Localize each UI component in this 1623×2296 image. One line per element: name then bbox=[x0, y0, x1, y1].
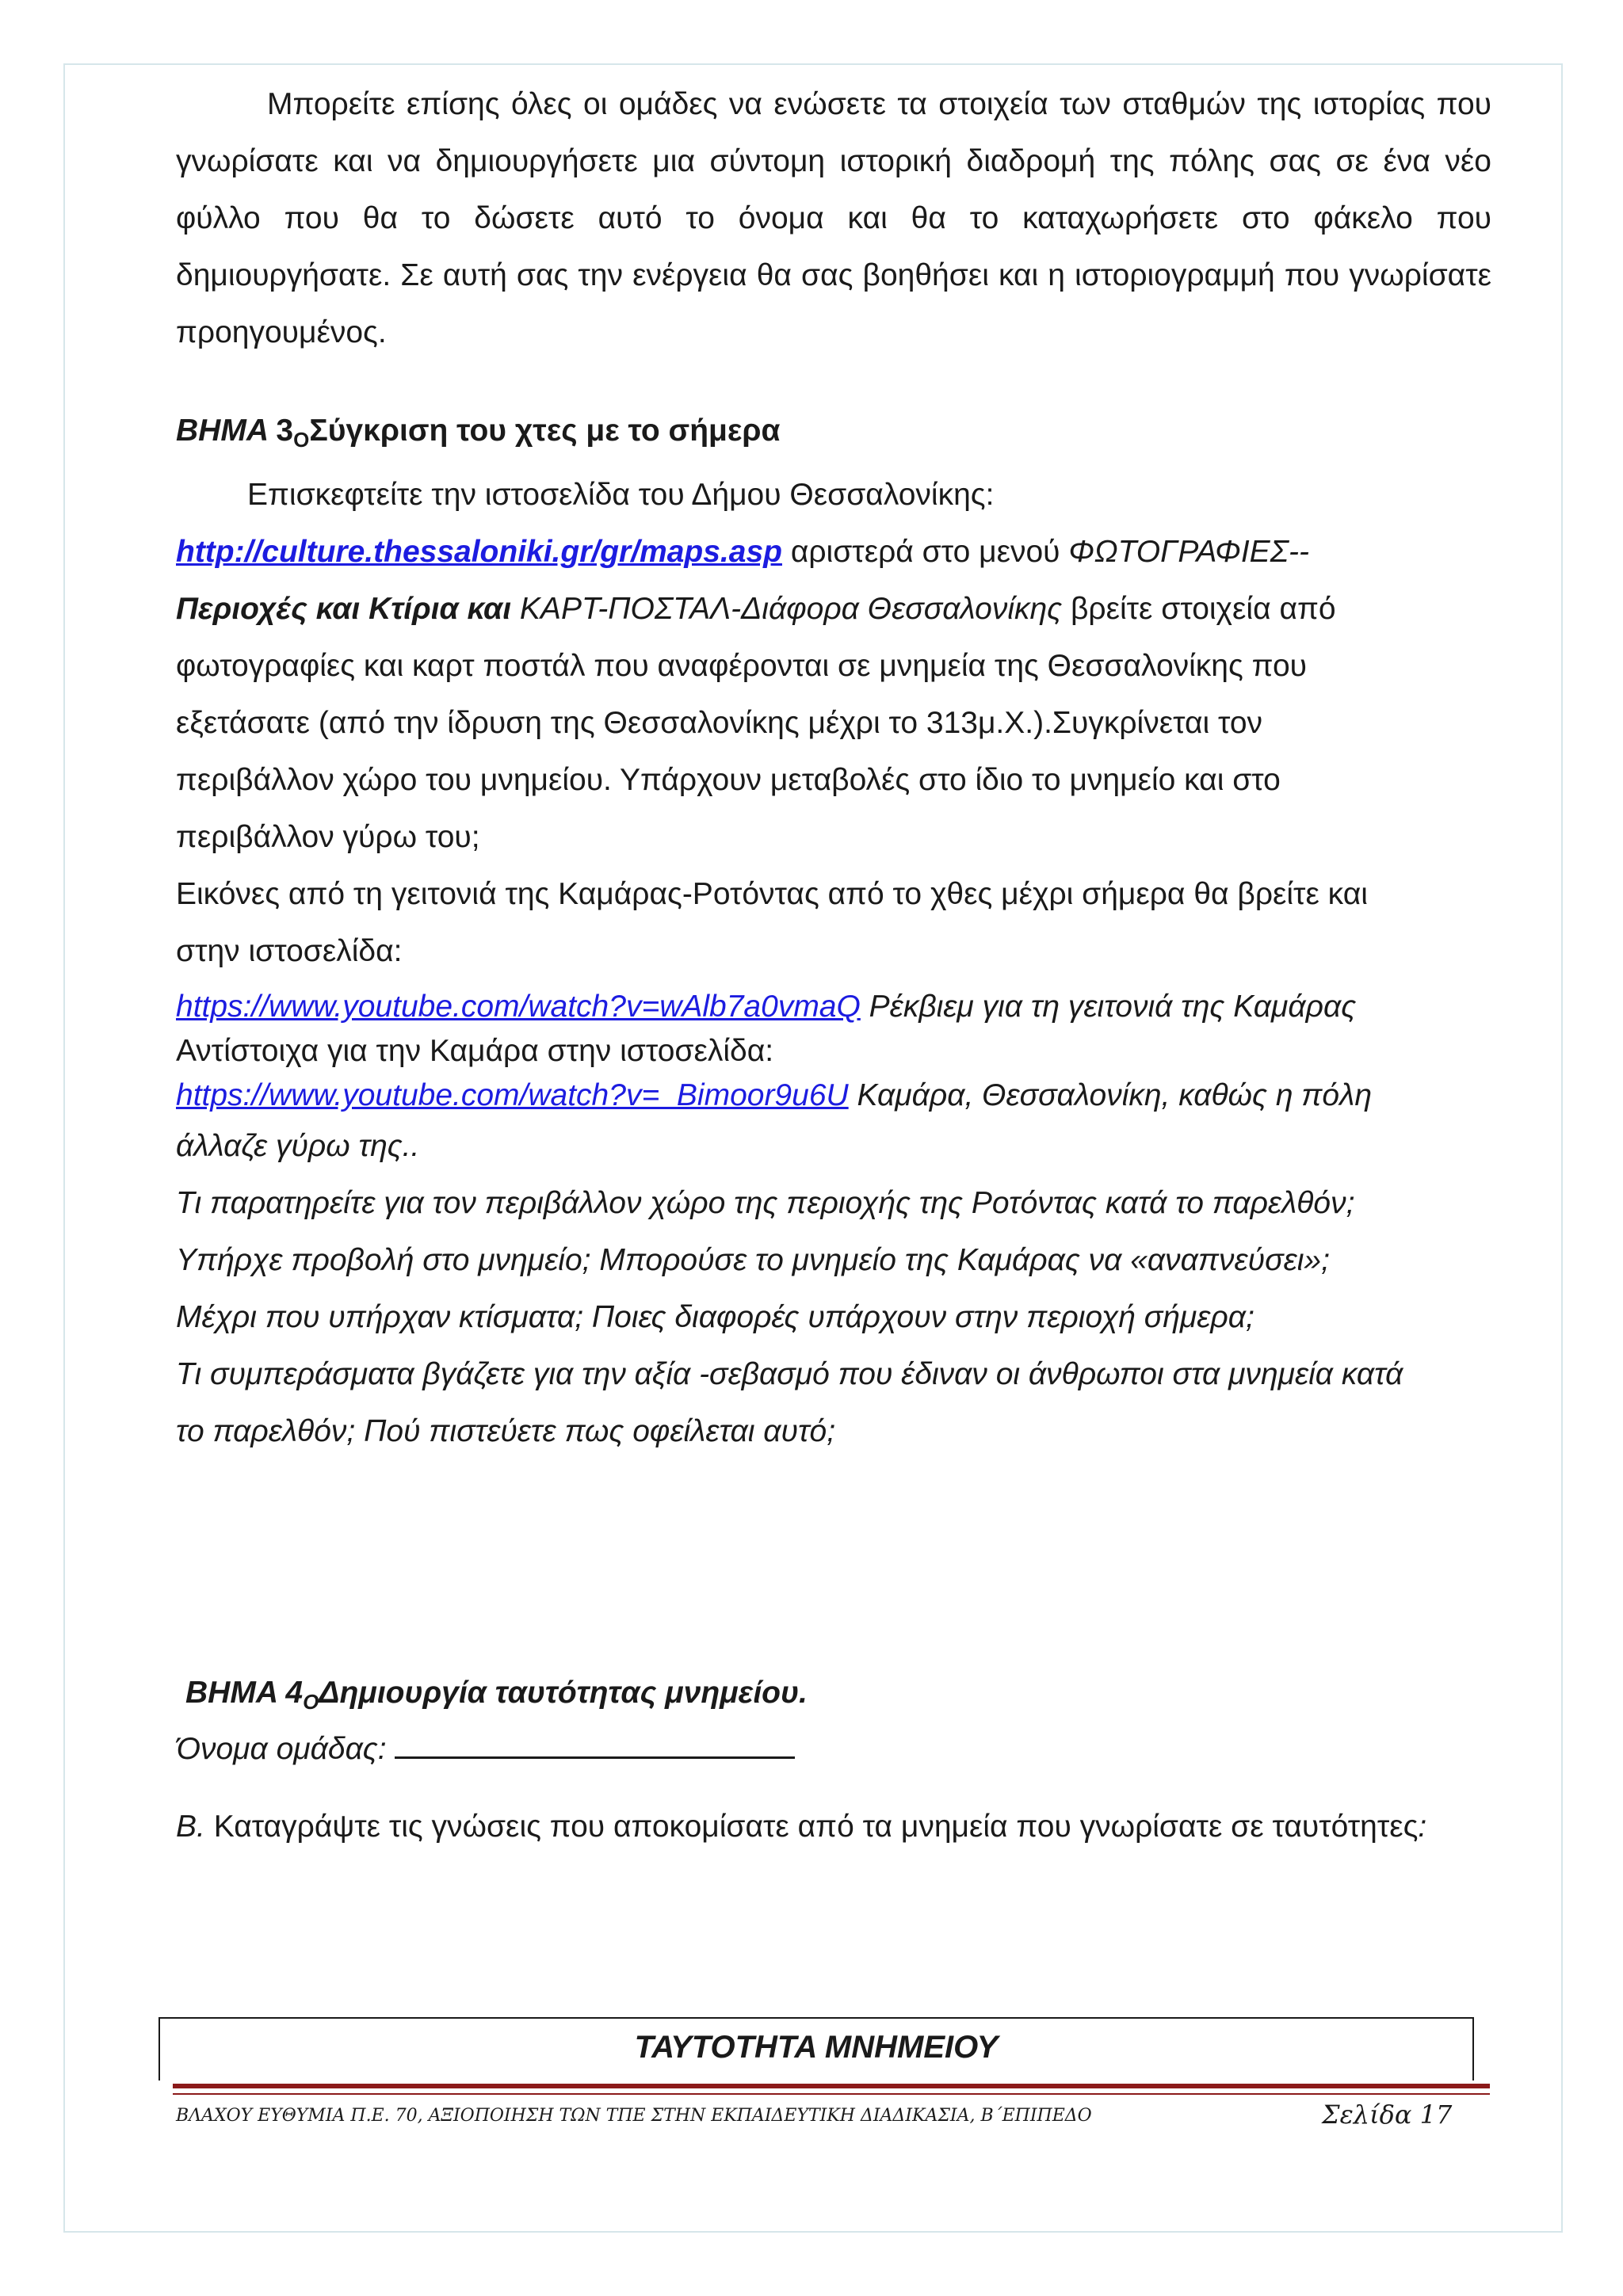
step3-heading bbox=[176, 404, 1491, 467]
step4-heading bbox=[176, 1668, 1491, 1727]
step3-line4: φωτογραφίες και καρτ ποστάλ που αναφέρονται σε μνημεία της Θεσσαλονίκης που bbox=[176, 649, 1308, 683]
step3-line5: εξετάσατε (από την ίδρυση της Θεσσαλονίκης μέχρι το 313μ.Χ.).Συγκρίνεται τον bbox=[176, 706, 1263, 740]
step3-menu-line bbox=[176, 581, 1491, 638]
page-content bbox=[176, 76, 1491, 1855]
group-name-blank[interactable] bbox=[395, 1730, 795, 1759]
step3-camara-line: Αντίστοιχα για την Καμάρα στην ιστοσελίδα: bbox=[176, 1034, 774, 1068]
monument-id-box bbox=[158, 2017, 1474, 2081]
footer-rule-thin bbox=[173, 2093, 1490, 2095]
step3-line3-rest: βρείτε στοιχεία από bbox=[1062, 592, 1336, 626]
step4-heading-sub: Ο bbox=[303, 1690, 319, 1714]
step4-heading-title: Δημιουργία ταυτότητας μνημείου. bbox=[319, 1676, 808, 1710]
step3-line6: περιβάλλον χώρο του μνημείου. Υπάρχουν μεταβολές στο ίδιο το μνημείο και στο bbox=[176, 763, 1281, 797]
group-name-line bbox=[176, 1727, 1491, 1772]
footer-page-number: Σελίδα 17 bbox=[1322, 2100, 1453, 2130]
step4-b-text: Καταγράψτε τις γνώσεις που αποκομίσατε από τα μνημεία που γνωρίσατε σε ταυτότητες bbox=[204, 1810, 1419, 1844]
step3-images-line1: Εικόνες από τη γειτονιά της Καμάρας-Ροτόντας από το χθες μέχρι σήμερα θα βρείτε και bbox=[176, 877, 1368, 911]
footer-rule-thick bbox=[173, 2084, 1490, 2088]
footer-author: ΒΛΑΧΟΥ ΕΥΘΥΜΙΑ Π.Ε. 70, ΑΞΙΟΠΟΙΗΣΗ ΤΩΝ ΤΠΕ ΣΤΗΝ ΕΚΠΑΙΔΕΥΤΙΚΗ ΔΙΑΔΙΚΑΣΙΑ, Β΄ΕΠΙΠΕΔΟ bbox=[176, 2106, 1092, 2126]
step4-heading-prefix: ΒΗΜΑ 4 bbox=[185, 1676, 304, 1710]
group-name-label: Όνομα ομάδας: bbox=[176, 1732, 387, 1766]
step3-youtube1-line bbox=[176, 985, 1491, 1029]
question-2: Υπήρχε προβολή στο μνημείο; Μπορούσε το μνημείο της Καμάρας να «αναπνεύσει»; bbox=[176, 1243, 1330, 1277]
youtube-camara-link[interactable]: https://www.youtube.com/watch?v=_Bimoor9u6U bbox=[176, 1078, 849, 1112]
menu-areas-buildings: Περιοχές και Κτίρια και bbox=[176, 592, 512, 626]
step3-heading-title: Σύγκριση του χτες με το σήμερα bbox=[309, 414, 781, 448]
question-1: Τι παρατηρείτε για τον περιβάλλον χώρο της περιοχής της Ροτόντας κατά το παρελθόν; bbox=[176, 1186, 1355, 1220]
step3-youtube2-line bbox=[176, 1074, 1491, 1118]
step4-b-label: Β. bbox=[176, 1810, 205, 1844]
question-3: Μέχρι που υπήρχαν κτίσματα; Ποιες διαφορές υπάρχουν στην περιοχή σήμερα; bbox=[176, 1300, 1254, 1334]
step4-b-colon: : bbox=[1418, 1810, 1427, 1844]
step3-images-line2: στην ιστοσελίδα: bbox=[176, 934, 403, 968]
menu-photos: ΦΩΤΟΓΡΑΦΙΕΣ-- bbox=[1068, 535, 1310, 569]
question-5: το παρελθόν; Πού πιστεύετε πως οφείλεται αυτό; bbox=[176, 1414, 836, 1448]
question-4: Τι συμπεράσματα βγάζετε για την αξία -σεβασμό που έδιναν οι άνθρωποι στα μνημεία κατά bbox=[176, 1357, 1403, 1391]
step3-heading-sub: Ο bbox=[293, 428, 310, 452]
step3-after-url1: αριστερά στο μενού bbox=[781, 535, 1069, 569]
youtube-camara-caption: Καμάρα, Θεσσαλονίκη, καθώς η πόλη bbox=[848, 1078, 1372, 1112]
monument-id-title: ΤΑΥΤΟΤΗΤΑ ΜΝΗΜΕΙΟΥ bbox=[634, 2030, 999, 2065]
youtube-requiem-caption: Ρέκβιεμ για τη γειτονιά της Καμάρας bbox=[860, 990, 1357, 1024]
menu-postcards: ΚΑΡΤ-ΠΟΣΤΑΛ-Διάφορα Θεσσαλονίκης bbox=[511, 592, 1063, 626]
culture-maps-link[interactable]: http://culture.thessaloniki.gr/gr/maps.asp bbox=[176, 535, 782, 569]
step3-heading-prefix: ΒΗΜΑ bbox=[176, 414, 268, 448]
step3-url-line bbox=[176, 524, 1491, 581]
step3-line7: περιβάλλον γύρω του; bbox=[176, 820, 480, 854]
step4-b-paragraph bbox=[176, 1798, 1491, 1855]
step3-youtube2-caption2: άλλαζε γύρω της.. bbox=[176, 1129, 420, 1163]
step3-heading-number: 3 bbox=[276, 414, 294, 448]
step3-visit-line: Επισκεφτείτε την ιστοσελίδα του Δήμου Θεσσαλονίκης: bbox=[247, 478, 995, 512]
youtube-requiem-link[interactable]: https://www.youtube.com/watch?v=wAlb7a0vmaQ bbox=[176, 990, 861, 1024]
intro-paragraph: Μπορείτε επίσης όλες οι ομάδες να ενώσετε τα στοιχεία των σταθμών της ιστορίας που γνωρίσατε και να δημιουργήσετε μια σύντομη ιστορική διαδρομή της πόλης σας σε ένα νέο φύλλο που θα το δώσετε αυτό το όνομα και θα το καταχωρήσετε στο φάκελο που δημιουργήσατε. Σε αυτή σας την ενέργεια θα σας βοηθήσει και η ιστοριογραμμή που γνωρίσατε προηγουμένος. bbox=[176, 87, 1491, 349]
